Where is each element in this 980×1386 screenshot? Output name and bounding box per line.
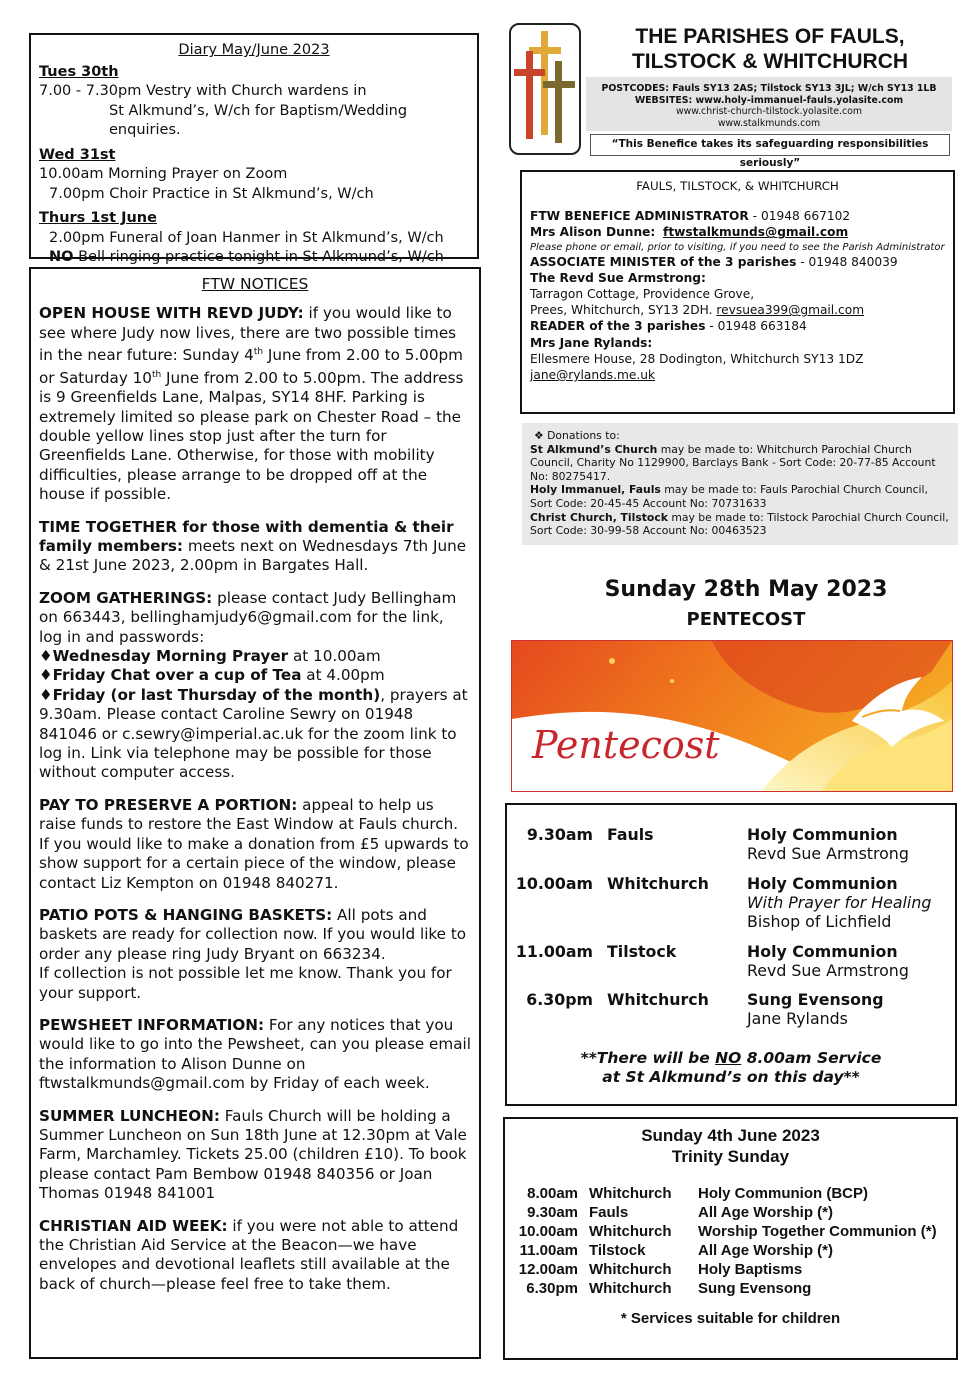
notice-text: Fauls Church will be holding a Summer Luncheon on Sun 18th June at 12.30pm at Vale Farm, Marchamley. Tickets 25.00 (children £10). To book please contact Pam Bembow 01948 840356 or Joan Thomas 01948 841001 (39, 1106, 467, 1203)
diary-entry: 7.00pm Choir Practice in St Alkmund’s, W/ch (49, 185, 374, 202)
notice-heading: TIME TOGETHER for those with dementia & their family members: (39, 517, 454, 555)
notice-heading: CHRISTIAN AID WEEK: (39, 1216, 228, 1235)
service-leader: Jane Rylands (747, 1009, 848, 1028)
service-type: All Age Worship (*) (698, 1242, 833, 1259)
parish-title-line1: THE PARISHES OF FAULS, (635, 25, 905, 48)
reader-phone: - 01948 663184 (705, 319, 807, 334)
diary-entry: 7.00 - 7.30pm Vestry with Church wardens in (39, 83, 367, 99)
donations-heading: ❖ Donations to: (534, 429, 620, 442)
diary-box (29, 33, 479, 265)
assoc-name: The Revd Sue Armstrong: (530, 270, 706, 285)
notices-title (39, 275, 471, 294)
donations-panel (522, 423, 958, 545)
diary-entry: 10.00am Morning Prayer on Zoom (39, 166, 288, 182)
service-place: Fauls (607, 825, 654, 844)
notice-patio-pots (39, 906, 471, 1003)
service-time: 8.00am (527, 1185, 578, 1202)
sunday-date-heading: Sunday 28th May 2023 (604, 577, 888, 602)
service-type: Sung Evensong (698, 1280, 812, 1297)
contacts-box (520, 170, 955, 414)
admin-phone: - 01948 667102 (748, 209, 851, 224)
diary-entry: St Alkmund’s, W/ch for Baptism/Wedding enquiries. (109, 102, 408, 138)
banner-label: Pentecost (532, 723, 720, 767)
notice-zoom (39, 589, 471, 783)
notice-text: June from 2.00 to 5.00pm. The address is 9 Greenfields Lane, Malpas, SY14 8HF. Parking is extremely limited so please park on Chester Road – the double yellow lines stop just after the turn for Greenfields Lane. Otherwise, for those with mobility difficulties, please arrange to be dropped off at the house if possible. (39, 368, 464, 504)
service-place: Whitchurch (607, 874, 709, 893)
service-time: 9.30am (527, 1204, 578, 1221)
notice-text: If collection is not possible let me know. Thank you for your support. (39, 964, 452, 1002)
admin-line (530, 208, 945, 224)
note-line2: at St Alkmund’s on this day** (602, 1068, 860, 1086)
reader-name: Mrs Jane Rylands: (530, 335, 653, 350)
admin-email-link[interactable]: ftwstalkmunds@gmail.com (663, 225, 849, 240)
zoom-item-text: at 4.00pm (301, 666, 385, 685)
zoom-item-text: , prayers at 9.30am. Please contact Caroline Sewry on 01948 841046 or c.sewry@imperial.ac.uk for the zoom link to log in. Link via telephone may be possible for those without computer access. (39, 685, 468, 782)
zoom-item-heading: ♦Wednesday Morning Prayer (39, 647, 289, 666)
websites (586, 95, 952, 107)
notices-box (29, 267, 481, 1359)
service-leader: Revd Sue Armstrong (747, 844, 909, 863)
service-place: Tilstock (589, 1242, 646, 1259)
pentecost-dove-icon (512, 641, 952, 791)
donation-details: may be made to: Tilstock Parochial Church Council, Sort Code: 30-99-58 Account No: 00463523 (530, 510, 949, 538)
zoom-item-text: at 10.00am (288, 647, 381, 666)
pentecost-banner (511, 640, 953, 792)
diary-day-tues: Tues 30th (39, 63, 119, 80)
service-time: 10.00am (515, 874, 593, 893)
service-type: All Age Worship (*) (698, 1204, 833, 1221)
website-link[interactable]: www.stalkmunds.com (717, 117, 821, 129)
no-8am-note (507, 1049, 955, 1087)
diary-day-thurs: Thurs 1st June (39, 210, 157, 226)
service-type: Worship Together Communion (*) (698, 1223, 937, 1240)
service-type: Holy Baptisms (698, 1261, 803, 1278)
sunday2-name: Trinity Sunday (671, 1147, 790, 1166)
notice-time-together (39, 518, 471, 576)
admin-name: Mrs Alison Dunne: (530, 225, 656, 240)
service-time: 6.30pm (526, 1280, 578, 1297)
service-time: 12.00am (518, 1261, 578, 1278)
notices-title-rest: NOTICES (235, 275, 309, 293)
pentecost-heading: PENTECOST (686, 609, 806, 630)
donation-church: St Alkmund’s Church (530, 442, 658, 456)
notice-text: All pots and baskets are ready for collection now. If you would like to order any please ring Judy Bryant on 663234. (39, 905, 467, 963)
service-time: 9.30am (526, 825, 593, 844)
reader-email-link[interactable]: jane@rylands.me.uk (530, 368, 656, 383)
crosses-icon (511, 25, 579, 153)
notice-heading: PAY TO PRESERVE A PORTION: (39, 795, 298, 814)
notices-title-ftw: FTW (201, 275, 236, 293)
diary-entry: 2.00pm Funeral of Joan Hanmer in St Alkmund’s, W/ch (49, 229, 444, 246)
service-time: 10.00am (518, 1223, 578, 1240)
service-desc (747, 874, 931, 931)
notice-text: meets next on Wednesdays 7th June & 21st June 2023, 2.00pm in Bargates Hall. (39, 537, 467, 575)
notice-heading: PATIO POTS & HANGING BASKETS: (39, 905, 333, 924)
notice-christian-aid (39, 1217, 471, 1295)
note-text: **There will be (580, 1049, 716, 1067)
service-type: Holy Communion (747, 942, 898, 961)
superscript: th (253, 347, 264, 358)
donation-st-alkmunds (530, 443, 950, 484)
service-desc (747, 942, 909, 980)
assoc-address-line2 (530, 302, 945, 318)
notice-text: appeal to help us raise funds to restore the East Window at Fauls church. If you would like to make a donation from £5 upwards to show support for a certain piece of the window, please contact Liz Kempton on 01948 840271. (39, 795, 469, 892)
notice-summer-luncheon (39, 1107, 471, 1204)
service-place: Whitchurch (589, 1280, 672, 1297)
service-place: Fauls (589, 1204, 629, 1221)
notice-text: if you would like to see where Judy now lives, there are two possible times in the near future: Sunday 4 (39, 304, 457, 365)
reader-heading: READER of the 3 parishes (530, 319, 706, 334)
diary-day-wed: Wed 31st (39, 146, 116, 163)
assoc-line (530, 254, 945, 270)
notice-heading: ZOOM GATHERINGS: (39, 588, 213, 607)
service-leader: Revd Sue Armstrong (747, 961, 909, 980)
assoc-heading: ASSOCIATE MINISTER of the 3 parishes (530, 254, 797, 269)
diary-no: NO (49, 249, 74, 265)
services-28-may (505, 803, 957, 1106)
postcodes-panel (586, 77, 952, 131)
assoc-address: Tarragon Cottage, Providence Grove, (530, 287, 755, 302)
service-desc (747, 990, 884, 1028)
children-footnote: * Services suitable for children (620, 1310, 841, 1327)
assoc-address: Prees, Whitchurch, SY13 2DH. (530, 303, 717, 318)
service-time: 11.00am (515, 942, 593, 961)
notice-preserve (39, 796, 471, 893)
service-type: Holy Communion (BCP) (698, 1185, 868, 1202)
service-place: Whitchurch (589, 1223, 672, 1240)
safeguarding-statement: “This Benefice takes its safeguarding responsibilities seriously” (590, 134, 950, 156)
service-time: 11.00am (519, 1242, 578, 1259)
notice-heading: PEWSHEET INFORMATION: (39, 1015, 265, 1034)
reader-address: Ellesmere House, 28 Dodington, Whitchurch SY13 1DZ (530, 351, 864, 366)
service-type: Sung Evensong (747, 990, 884, 1009)
service-place: Tilstock (607, 942, 677, 961)
donation-tilstock (530, 511, 950, 538)
notice-heading: OPEN HOUSE WITH REVD JUDY: (39, 304, 304, 323)
reader-line (530, 318, 945, 334)
donation-details: may be made to: Fauls Parochial Church Council, Sort Code: 20-45-45 Account No: 70731633 (530, 483, 928, 510)
zoom-item-heading: ♦Friday Chat over a cup of Tea (39, 666, 302, 685)
notice-text: if you were not able to attend the Christian Aid Service at the Beacon—we have envelopes and devotional leaflets still available at the back of church—please feel free to take them. (39, 1216, 459, 1293)
parish-title (588, 24, 952, 74)
notice-open-house (39, 304, 471, 504)
note-line1 (507, 1049, 955, 1068)
assoc-phone: - 01948 840039 (796, 254, 898, 269)
donation-details: may be made to: Whitchurch Parochial Church Council, Charity No 1129900, Barclays Bank - Sort Code: 20-77-85 Account No: 80275417. (530, 442, 936, 483)
admin-name-line (530, 224, 945, 240)
website-link[interactable]: WEBSITES: www.holy-immanuel-fauls.yolasite.com (634, 94, 904, 106)
superscript: th (151, 369, 162, 380)
note-no: NO (715, 1049, 742, 1067)
donation-church: Christ Church, Tilstock (530, 510, 668, 524)
parish-title-line2: TILSTOCK & WHITCHURCH (631, 50, 909, 73)
service-place: Whitchurch (589, 1185, 672, 1202)
diary-entry-text: Bell ringing practice tonight in St Alkmund’s, W/ch (73, 249, 444, 265)
zoom-item-heading: ♦Friday (or last Thursday of the month) (39, 685, 381, 704)
service-desc (747, 825, 909, 863)
service-type: Holy Communion (747, 874, 898, 893)
donation-fauls (530, 483, 950, 510)
website-link[interactable]: www.christ-church-tilstock.yolasite.com (675, 106, 863, 118)
notice-text: June from 2.00 to 5.00pm or Saturday 10 (39, 346, 463, 387)
service-subtitle: With Prayer for Healing (747, 893, 932, 912)
service-place: Whitchurch (607, 990, 709, 1009)
notice-text: please contact Judy Bellingham on 663443, bellinghamjudy6@gmail.com for the link, log in and passwords: (39, 588, 457, 646)
notice-text: For any notices that you would like to go into the Pewsheet, can you please email the information to Alison Dunne on ftwstalkmunds@gmail.com by Friday of each week. (39, 1015, 471, 1093)
diary-entry (39, 248, 469, 268)
service-type: Holy Communion (747, 825, 898, 844)
note-text: 8.00am Service (741, 1049, 882, 1067)
service-time: 6.30pm (526, 990, 593, 1009)
services-4-june (503, 1117, 958, 1360)
admin-note: Please phone or email, prior to visiting, if you need to see the Parish Administrator (530, 241, 945, 253)
sunday2-date: Sunday 4th June 2023 (641, 1126, 820, 1145)
diary-title: Diary May/June 2023 (178, 42, 330, 58)
crosses-logo (509, 23, 581, 155)
notice-heading: SUMMER LUNCHEON: (39, 1106, 220, 1125)
donation-church: Holy Immanuel, Fauls (530, 483, 661, 497)
admin-heading: FTW BENEFICE ADMINISTRATOR (530, 209, 749, 224)
notice-pewsheet (39, 1016, 471, 1094)
assoc-email-link[interactable]: revsuea399@gmail.com (716, 303, 865, 318)
service-leader: Bishop of Lichfield (747, 912, 892, 931)
service-place: Whitchurch (589, 1261, 672, 1278)
postcodes: POSTCODES: Fauls SY13 2AS; Tilstock SY13 3JL; W/ch SY13 1LB (601, 83, 937, 94)
contacts-title: FAULS, TILSTOCK, & WHITCHURCH (636, 179, 839, 193)
